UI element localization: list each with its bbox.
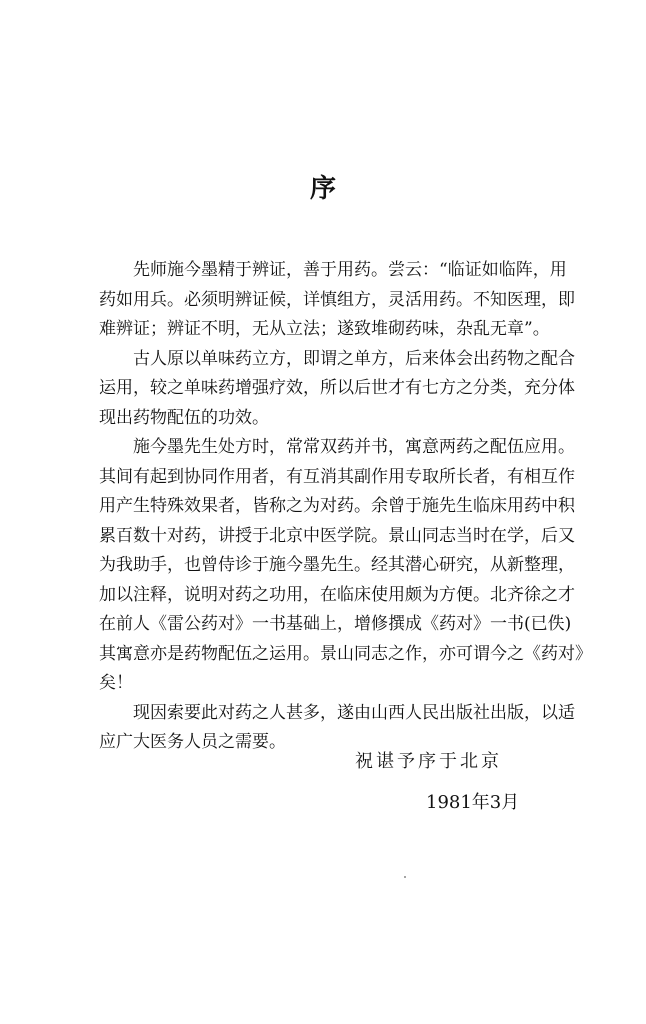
author-signature: 祝谌予序于北京 bbox=[355, 751, 502, 772]
text-line: 古人原以单味药立方，即谓之单方，后来体会出药物之配合 bbox=[133, 348, 575, 369]
paragraph-2 bbox=[99, 345, 589, 434]
text-line: 先师施今墨精于辨证，善于用药。尝云：“临证如临阵，用 bbox=[133, 260, 567, 280]
text-line: 运用，较之单味药增强疗效，所以后世才有七方之分类，充分体 bbox=[99, 378, 575, 398]
text-line: 施今墨先生处方时，常常双药并书，寓意两药之配伍应用。 bbox=[133, 437, 575, 457]
text-line: 其间有起到协同作用者，有互消其副作用专取所长者，有相互作 bbox=[99, 466, 575, 487]
text-line: 现出药物配伍的功效。 bbox=[99, 407, 269, 428]
text-line: 药如用兵。必须明辨证候，详慎组方，灵活用药。不知医理，即 bbox=[99, 289, 575, 310]
page-title: 序 bbox=[309, 174, 336, 204]
paragraph-1 bbox=[99, 256, 589, 345]
text-line: 其寓意亦是药物配伍之运用。景山同志之作，亦可谓今之《药对》 bbox=[99, 643, 592, 664]
scan-speck bbox=[404, 876, 406, 878]
text-line: 累百数十对药，讲授于北京中医学院。景山同志当时在学，后又 bbox=[99, 525, 575, 546]
preface-body bbox=[99, 256, 592, 758]
text-line: 矣！ bbox=[99, 673, 133, 693]
text-line: 加以注释，说明对药之功用，在临床使用颇为方便。北齐徐之才 bbox=[99, 584, 575, 605]
text-line: 难辨证；辨证不明，无从立法；遂致堆砌药味，杂乱无章”。 bbox=[99, 319, 550, 339]
paragraph-4 bbox=[99, 699, 589, 758]
text-line: 在前人《雷公药对》一书基础上，增修撰成《药对》一书(已佚) bbox=[99, 614, 572, 634]
preface-date: 1981年3月 bbox=[426, 792, 520, 813]
text-line: 用产生特殊效果者，皆称之为对药。余曾于施先生临床用药中积 bbox=[99, 496, 575, 516]
text-line: 为我助手，也曾侍诊于施今墨先生。经其潜心研究，从新整理， bbox=[99, 555, 575, 575]
text-line: 现因索要此对药之人甚多，遂由山西人民出版社出版，以适 bbox=[133, 702, 575, 723]
paragraph-3 bbox=[99, 433, 592, 699]
text-line: 应广大医务人员之需要。 bbox=[99, 732, 286, 752]
